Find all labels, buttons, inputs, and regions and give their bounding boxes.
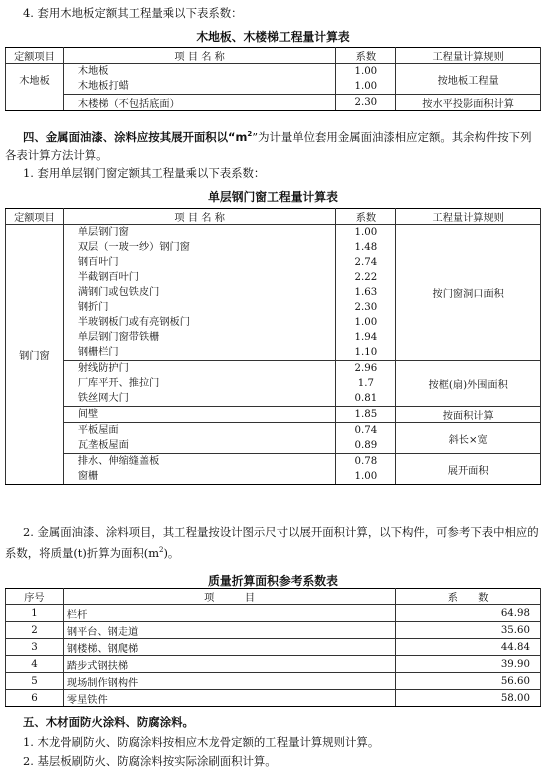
table-row: 4 踏步式钢扶梯 39.90 xyxy=(6,656,541,673)
table2-group-coefs: 0.78 1.00 xyxy=(336,454,396,485)
table-row: 5 现场制作钢构件 56.60 xyxy=(6,673,541,690)
table1-item-coef: 2.30 xyxy=(336,95,396,111)
paragraph-5-2: 2. 基层板刷防火、防腐涂料按实际涂刷面积计算。 xyxy=(23,754,277,768)
table1-item-name: 木地板打蜡 xyxy=(77,81,129,92)
table2-group-names: 排水、伸缩缝盖板 窗栅 xyxy=(63,454,336,485)
paragraph-5-1: 1. 木龙骨刷防火、防腐涂料按相应木龙骨定额的工程量计算规则计算。 xyxy=(23,735,380,749)
table2-group-coefs: 0.74 0.89 xyxy=(336,423,396,454)
table2-group-names: 单层钢门窗 双层（一玻一纱）钢门窗 钢百叶门 半截钢百叶门 满钢门或包铁皮门 钢折门 半玻钢板门或有亮钢板门 单层钢门窗带铁栅 钢栅栏门 xyxy=(63,225,336,361)
table2-header-coef: 系数 xyxy=(336,209,396,225)
wood-floor-table xyxy=(5,47,541,111)
paragraph-1: 1. 套用单层钢门窗定额其工程量乘以下表系数： xyxy=(23,166,266,180)
table-row: 6 零星铁件 58.00 xyxy=(6,690,541,707)
table1-rule: 按地板工程量 xyxy=(396,64,541,95)
section-4-paragraph: 四、金属面油漆、涂料应按其展开面积以“$m^2$”为计量单位套用金属面油漆相应定额。其余构件按下列各表计算方法计算。 xyxy=(5,129,532,162)
table-row: 3 钢楼梯、钢爬梯 44.84 xyxy=(6,639,541,656)
table1-item-name: 木地板 xyxy=(77,66,109,77)
table1-category-label: 木地板 xyxy=(19,76,50,87)
paragraph-4: 4. 套用木地板定额其工程量乘以下表系数： xyxy=(23,6,243,20)
table2-group-names: 射线防护门 厂库平开、推拉门 铁丝网大门 xyxy=(63,361,336,407)
table1-rule: 按水平投影面积计算 xyxy=(396,95,541,111)
table1-header-rule: 工程量计算规则 xyxy=(396,48,541,64)
table-row: 2 钢平台、钢走道 35.60 xyxy=(6,622,541,639)
table2-group-rule: 按面积计算 xyxy=(396,407,541,423)
table2-header-rule: 工程量计算规则 xyxy=(396,209,541,225)
table1-item-coef: 1.00 xyxy=(354,66,378,77)
table2-group-coefs: 1.00 1.48 2.74 2.22 1.63 2.30 1.00 1.94 1.10 xyxy=(336,225,396,361)
table1-header-coef: 系数 xyxy=(336,48,396,64)
table2-group-rule: 按门窗洞口面积 xyxy=(396,225,541,361)
table1-item-name: 木楼梯（不包括底面） xyxy=(63,95,335,111)
table3-header-coef: 系 数 xyxy=(396,589,541,605)
table2-group-names: 间壁 xyxy=(63,407,336,423)
table1-item-coef: 1.00 xyxy=(354,81,378,92)
table-row: 1 栏杆 64.98 xyxy=(6,605,541,622)
table3-header-no: 序号 xyxy=(6,589,64,605)
table3-title: 质量折算面积参考系数表 xyxy=(208,574,338,588)
table2-group-names: 平板屋面 瓦垄板屋面 xyxy=(63,423,336,454)
steel-door-window-table xyxy=(5,208,541,485)
table2-group-rule: 展开面积 xyxy=(396,454,541,485)
table2-header-name: 项 目 名 称 xyxy=(63,209,336,225)
table3-header-name: 项 目 xyxy=(63,589,395,605)
table2-group-rule: 斜长×宽 xyxy=(396,423,541,454)
table2-group-coefs: 2.96 1.7 0.81 xyxy=(336,361,396,407)
table2-category: 钢门窗 xyxy=(6,225,64,485)
table2-group-rule: 按框(扇)外围面积 xyxy=(396,361,541,407)
mass-area-table xyxy=(5,588,541,707)
table1-header-category: 定额项目 xyxy=(6,48,64,64)
section-5-heading: 五、木材面防火涂料、防腐涂料。 xyxy=(23,715,194,729)
table2-group-coefs: 1.85 xyxy=(336,407,396,423)
table1-header-name: 项 目 名 称 xyxy=(63,48,335,64)
table2-title: 单层钢门窗工程量计算表 xyxy=(208,190,338,204)
table2-header-category: 定额项目 xyxy=(6,209,64,225)
table1-title: 木地板、木楼梯工程量计算表 xyxy=(196,30,350,44)
paragraph-2: 2. 金属面油漆、涂料项目，其工程量按设计图示尺寸以展开面积计算，以下构件，可参考下表中相应的系数，将质量(t)折算为面积$(m^2)$。 xyxy=(5,525,539,560)
